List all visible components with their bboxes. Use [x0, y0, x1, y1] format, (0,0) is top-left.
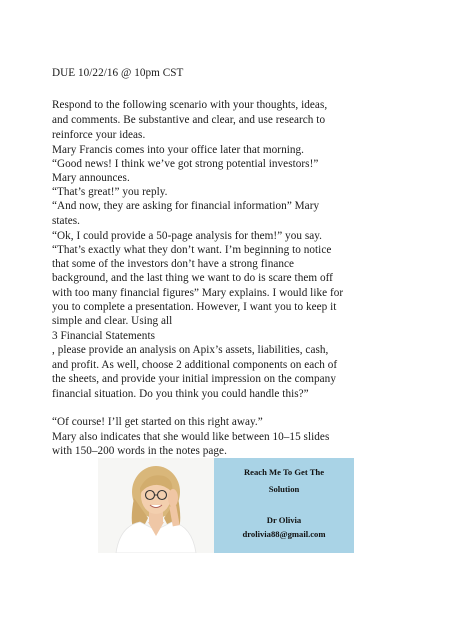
text-line: 3 Financial Statements [52, 330, 156, 342]
ad-contact-name: Dr Olivia [266, 515, 302, 525]
text-line: “Ok, I could provide a 50-page analysis for them!” you say. [52, 230, 323, 242]
text-line: financial situation. Do you think you could handle this?” [52, 388, 309, 400]
text-line: that some of the investors don’t have a strong finance [52, 258, 295, 270]
ad-headline-2: Solution [268, 484, 300, 494]
text-line: Mary Francis comes into your office later that morning. [52, 144, 305, 156]
due-date-line: DUE 10/22/16 @ 10pm CST [52, 67, 184, 79]
text-line: , please provide an analysis on Apix’s assets, liabilities, cash, [52, 344, 329, 356]
text-line: Mary announces. [52, 172, 130, 184]
text-line: background, and the last thing we want to do is scare them off [52, 272, 333, 284]
text-line: you to complete a presentation. However, I want you to keep it [52, 301, 337, 313]
text-line: “And now, they are asking for financial information” Mary [52, 200, 320, 212]
text-line: with 150–200 words in the notes page. [52, 445, 227, 457]
text-line: “That’s exactly what they don’t want. I’m beginning to notice [52, 244, 332, 256]
text-line: “Good news! I think we’ve got strong potential investors!” [52, 158, 319, 170]
text-line: “That’s great!” you reply. [52, 186, 168, 198]
text-line: with too many financial figures” Mary explains. I would like for [52, 287, 344, 299]
woman-photo [98, 458, 214, 553]
text-line: “Of course! I’ll get started on this right away.” [52, 416, 263, 428]
ad-contact-email[interactable]: drolivia88@gmail.com [242, 529, 326, 539]
ad-headline: Reach Me To Get The [243, 467, 325, 477]
text-line: reinforce your ideas. [52, 129, 146, 141]
contact-banner[interactable] [98, 458, 354, 553]
text-line: Mary also indicates that she would like between 10–15 slides [52, 431, 330, 443]
text-line: states. [52, 215, 81, 227]
text-line: and profit. As well, choose 2 additional components on each of [52, 359, 338, 371]
text-line: and comments. Be substantive and clear, and use research to [52, 114, 326, 126]
contact-info-box [214, 458, 354, 553]
text-line: the sheets, and provide your initial impression on the company [52, 373, 336, 385]
text-line: Respond to the following scenario with your thoughts, ideas, [52, 99, 328, 111]
text-line: simple and clear. Using all [52, 315, 173, 327]
